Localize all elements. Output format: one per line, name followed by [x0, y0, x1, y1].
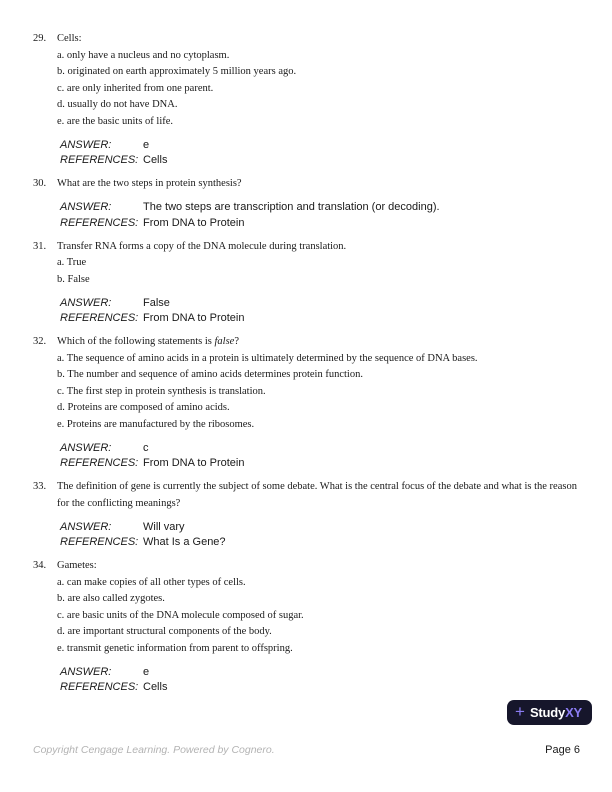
- answer-row: [60, 296, 579, 312]
- references-value: Cells: [143, 154, 168, 166]
- references-value: What Is a Gene?: [143, 536, 226, 548]
- question-header: [33, 239, 579, 256]
- references-label: REFERENCES:: [60, 457, 139, 469]
- option-item: c. are basic units of the DNA molecule composed of sugar.: [57, 609, 304, 621]
- references-label: REFERENCES:: [60, 681, 139, 693]
- answer-row: [60, 665, 579, 681]
- question-number: 32.: [33, 336, 47, 347]
- question-text: The definition of gene is currently the subject of some debate. What is the central focus of the debate and what is the reason for the conflicting meanings?: [57, 481, 577, 509]
- answer-value: e: [143, 665, 150, 678]
- question-item-29: [33, 31, 579, 169]
- option-item: e. Proteins are manufactured by the ribosomes.: [57, 418, 255, 430]
- question-header: [33, 334, 579, 351]
- answer-label: ANSWER:: [60, 665, 112, 678]
- option-item: d. Proteins are composed of amino acids.: [57, 402, 230, 413]
- question-item-33: [33, 479, 579, 551]
- answer-row: [60, 138, 579, 154]
- question-number: 30.: [33, 178, 47, 189]
- references-row: [60, 680, 579, 696]
- question-number: 31.: [33, 240, 47, 252]
- option-item: b. The number and sequence of amino acids determines protein function.: [57, 369, 363, 380]
- option-item: c. are only inherited from one parent.: [57, 82, 214, 94]
- question-number: 29.: [33, 33, 47, 44]
- option-item: a. can make copies of all other types of cells.: [57, 576, 246, 588]
- answer-label: ANSWER:: [60, 138, 112, 151]
- question-text-suffix: ?: [234, 336, 239, 347]
- question-item-31: [33, 239, 579, 327]
- question-text: Transfer RNA forms a copy of the DNA molecule during translation.: [57, 240, 347, 252]
- answer-value: e: [143, 138, 150, 151]
- question-text: What are the two steps in protein synthesis?: [57, 178, 242, 189]
- option-item: d. usually do not have DNA.: [57, 99, 178, 110]
- references-row: [60, 456, 579, 472]
- references-value: From DNA to Protein: [143, 216, 245, 229]
- answer-block: [60, 296, 579, 327]
- plus-icon: +: [515, 702, 525, 721]
- option-item: a. The sequence of amino acids in a protein is ultimately determined by the sequence of DNA bases.: [57, 352, 478, 364]
- option-item: c. The first step in protein synthesis is translation.: [57, 385, 266, 397]
- answer-block: [60, 520, 579, 551]
- references-label: REFERENCES:: [60, 216, 139, 229]
- question-header: [33, 479, 579, 512]
- option-item: e. are the basic units of life.: [57, 115, 174, 127]
- question-text-italic: false: [214, 336, 235, 347]
- question-text-prefix: Which of the following statements is: [57, 336, 215, 347]
- option-item: a. True: [57, 257, 87, 268]
- page-number: Page 6: [545, 744, 580, 756]
- question-item-34: [33, 558, 579, 696]
- answer-block: [60, 665, 579, 696]
- answer-label: ANSWER:: [60, 441, 112, 454]
- brand-xy-text: XY: [565, 705, 583, 720]
- answer-label: ANSWER:: [60, 201, 112, 213]
- answer-block: [60, 200, 579, 231]
- question-header: [33, 176, 579, 193]
- option-item: a. only have a nucleus and no cytoplasm.: [57, 49, 230, 61]
- brand-study-text: Study: [529, 705, 566, 720]
- references-row: [60, 311, 579, 327]
- question-text: [57, 334, 579, 351]
- answer-row: [60, 200, 579, 216]
- option-item: b. False: [57, 273, 90, 285]
- question-header: [33, 558, 579, 575]
- answer-label: ANSWER:: [60, 296, 112, 309]
- question-item-30: [33, 176, 579, 231]
- answer-value: The two steps are transcription and translation (or decoding).: [143, 201, 440, 213]
- question-number: 33.: [33, 481, 47, 492]
- answer-value: Will vary: [143, 520, 185, 533]
- references-label: REFERENCES:: [60, 312, 139, 324]
- answer-value: c: [143, 441, 149, 454]
- question-text: Cells:: [57, 33, 82, 44]
- references-label: REFERENCES:: [60, 536, 139, 548]
- references-value: From DNA to Protein: [143, 312, 245, 324]
- answer-row: [60, 520, 579, 536]
- references-label: REFERENCES:: [60, 154, 139, 166]
- question-number: 34.: [33, 560, 47, 571]
- option-item: b. originated on earth approximately 5 million years ago.: [57, 66, 297, 77]
- references-row: [60, 216, 579, 232]
- studyxy-logo-badge: [507, 700, 592, 725]
- answer-block: [60, 441, 579, 472]
- references-value: Cells: [143, 681, 168, 693]
- answer-value: False: [143, 296, 170, 309]
- answer-row: [60, 441, 579, 457]
- option-item: d. are important structural components of the body.: [57, 626, 272, 637]
- references-row: [60, 535, 579, 551]
- question-item-32: [33, 334, 579, 472]
- option-item: b. are also called zygotes.: [57, 593, 165, 604]
- references-value: From DNA to Protein: [143, 457, 245, 469]
- page-footer: [33, 744, 580, 756]
- question-text: Gametes:: [57, 560, 97, 571]
- option-item: e. transmit genetic information from parent to offspring.: [57, 642, 293, 654]
- answer-block: [60, 138, 579, 169]
- references-row: [60, 153, 579, 169]
- question-header: [33, 31, 579, 48]
- footer-copyright: Copyright Cengage Learning. Powered by Cognero.: [33, 744, 275, 756]
- answer-label: ANSWER:: [60, 520, 112, 533]
